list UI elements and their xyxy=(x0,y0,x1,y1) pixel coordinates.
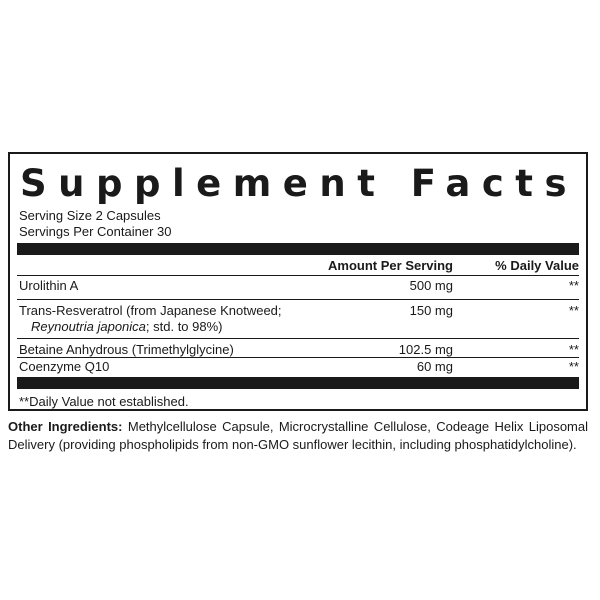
ingredient-amount: 500 mg xyxy=(409,278,453,293)
ingredient-daily-value: ** xyxy=(568,359,579,374)
ingredient-daily-value: ** xyxy=(568,278,579,293)
ingredient-name: Coenzyme Q10 xyxy=(19,359,110,374)
other-ingredients-label: Other Ingredients: xyxy=(8,419,123,434)
ingredient-daily-value: ** xyxy=(568,342,579,357)
panel-title: Supplement Facts xyxy=(20,162,579,205)
ingredient-amount: 102.5 mg xyxy=(398,342,453,357)
other-ingredients xyxy=(8,418,588,454)
ingredient-name: Betaine Anhydrous (Trimethylglycine) xyxy=(19,342,234,357)
supplement-facts-panel xyxy=(8,152,588,411)
ingredient-name-continued xyxy=(31,319,223,335)
servings-per-container: Servings Per Container 30 xyxy=(19,224,172,239)
header-bar xyxy=(17,243,579,255)
footer-bar xyxy=(17,377,579,389)
row-divider xyxy=(17,338,579,339)
ingredient-name: Urolithin A xyxy=(19,278,79,293)
standardization-note: ; std. to 98%) xyxy=(145,319,223,334)
ingredient-name: Trans-Resveratrol (from Japanese Knotweed; xyxy=(19,303,282,318)
amount-per-serving-header: Amount Per Serving xyxy=(328,258,453,273)
row-divider xyxy=(17,299,579,300)
ingredient-amount: 150 mg xyxy=(409,303,453,318)
daily-value-header: % Daily Value xyxy=(495,258,579,273)
other-ingredients-text: Methylcellulose Capsule, Microcrystalline Cellulose, Codeage Helix Liposomal Delivery (providing phospholipids from non-GMO sunflower lecithin, including phosphatidylcholine). xyxy=(8,419,588,452)
row-divider xyxy=(17,357,579,358)
ingredient-amount: 60 mg xyxy=(416,359,453,374)
row-divider xyxy=(17,275,579,276)
ingredient-daily-value: ** xyxy=(568,303,579,318)
serving-size: Serving Size 2 Capsules xyxy=(19,208,161,223)
species-name: Reynoutria japonica xyxy=(31,319,146,334)
daily-value-footnote: **Daily Value not established. xyxy=(19,394,189,409)
